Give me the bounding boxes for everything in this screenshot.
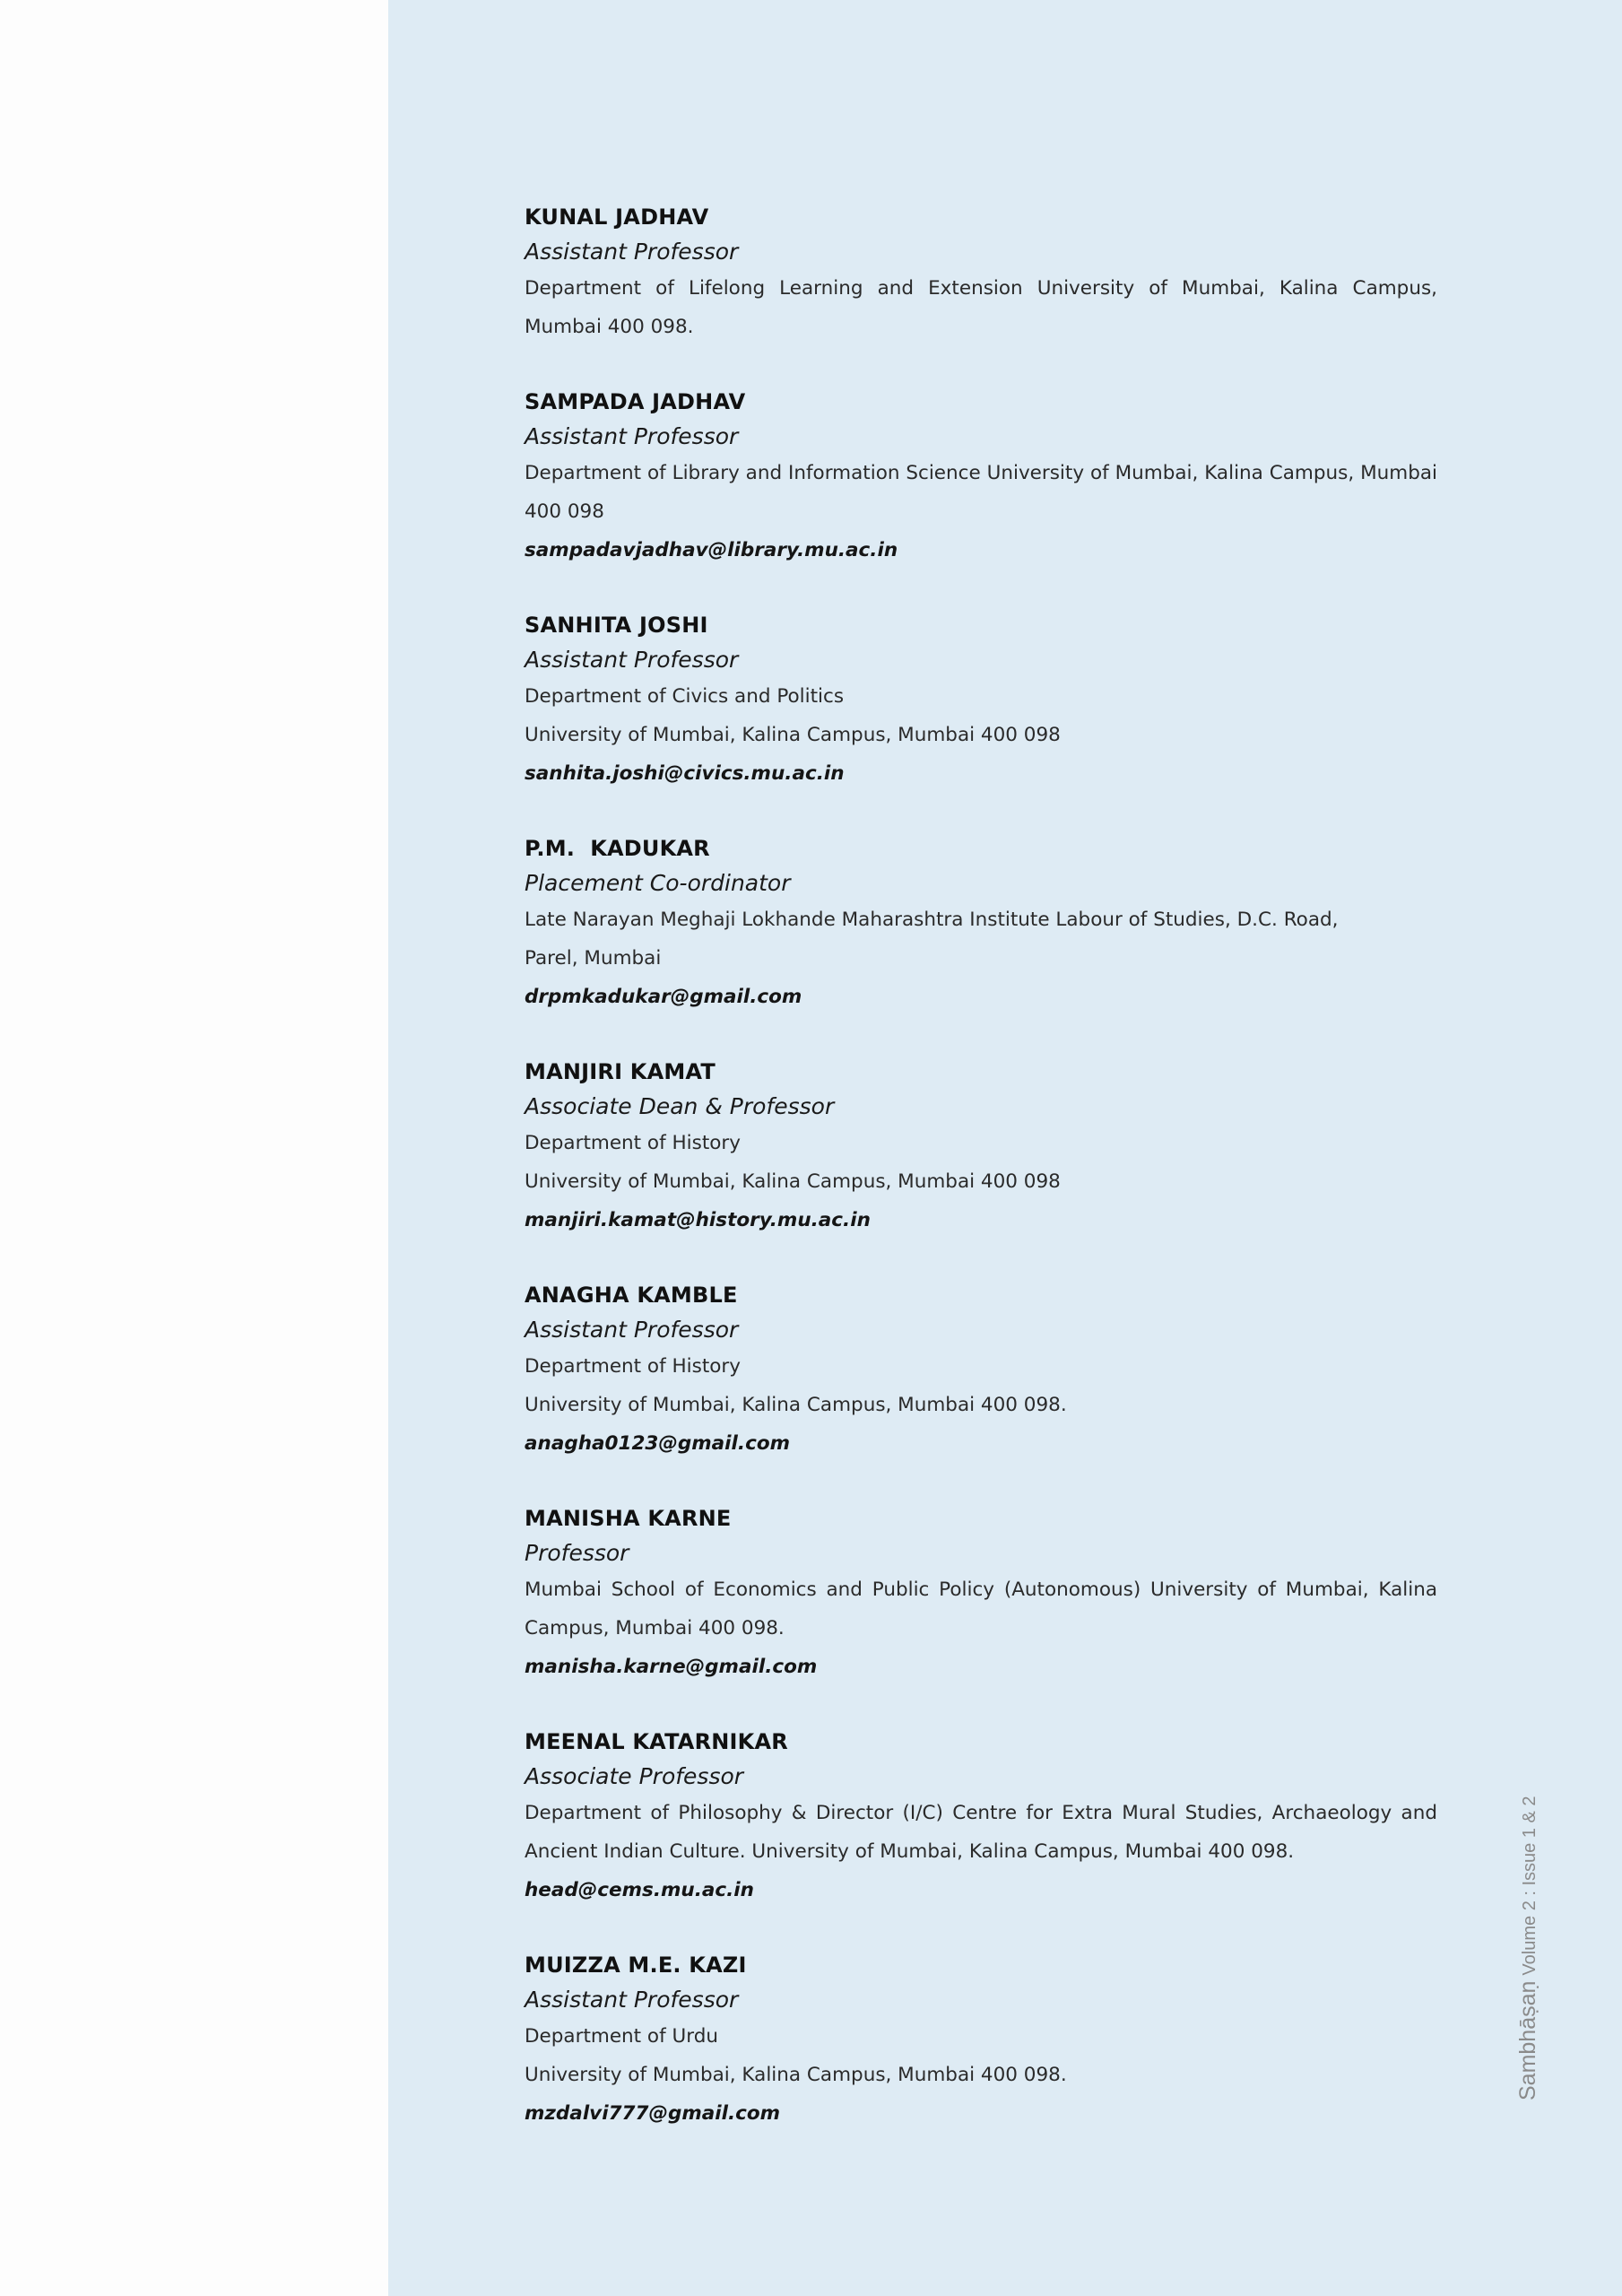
- contributor-department: Department of Civics and Politics: [525, 685, 845, 708]
- contributor-email: manisha.karne@gmail.com: [525, 1656, 818, 1678]
- contributor-address: Parel, Mumbai: [525, 947, 662, 970]
- contributor-email: anagha0123@gmail.com: [525, 1432, 790, 1455]
- contributor-name: MUIZZA M.E. KAZI: [525, 1952, 747, 1978]
- contributor-role: Assistant Professor: [525, 239, 739, 265]
- contributor-email: drpmkadukar@gmail.com: [525, 986, 802, 1008]
- contributor-entry: [525, 607, 1437, 793]
- contributor-address: Mumbai School of Economics and Public Policy (Autonomous) University of Mumbai, Kalina Campus, Mumbai 400 098.: [525, 1578, 1437, 1639]
- contributor-email: manjiri.kamat@history.mu.ac.in: [525, 1209, 871, 1231]
- contributor-email: sampadavjadhav@library.mu.ac.in: [525, 539, 898, 561]
- contributor-entry: [525, 199, 1437, 346]
- contributor-role: Assistant Professor: [525, 647, 739, 673]
- contributor-role: Assistant Professor: [525, 1317, 739, 1343]
- contributor-entry: [525, 831, 1437, 1016]
- contributor-name: ANAGHA KAMBLE: [525, 1283, 738, 1308]
- contributor-name: MEENAL KATARNIKAR: [525, 1729, 788, 1754]
- contributor-name: MANISHA KARNE: [525, 1506, 732, 1531]
- contributor-role: Assistant Professor: [525, 423, 739, 449]
- contributor-address: Department of Philosophy & Director (I/C) Centre for Extra Mural Studies, Archaeology and Ancient Indian Culture. University of Mumbai, Kalina Campus, Mumbai 400 098.: [525, 1802, 1437, 1863]
- contributor-name: SAMPADA JADHAV: [525, 389, 746, 414]
- contributor-role: Assistant Professor: [525, 1987, 739, 2013]
- contributors-list: [525, 199, 1437, 2170]
- contributor-address: University of Mumbai, Kalina Campus, Mumbai 400 098.: [525, 2064, 1067, 2086]
- contributor-entry: [525, 1277, 1437, 1463]
- contributor-department: Department of History: [525, 1355, 741, 1378]
- contributor-address: Department of Library and Information Science University of Mumbai, Kalina Campus, Mumbai 400 098: [525, 462, 1437, 523]
- contributor-email: sanhita.joshi@civics.mu.ac.in: [525, 762, 845, 785]
- contributor-department: Department of Urdu: [525, 2025, 718, 2048]
- contributor-entry: [525, 384, 1437, 570]
- contributor-email: head@cems.mu.ac.in: [525, 1879, 754, 1901]
- contributor-role: Associate Dean & Professor: [525, 1093, 835, 1119]
- contributor-name: MANJIRI KAMAT: [525, 1059, 716, 1084]
- contributor-name: P.M. KADUKAR: [525, 836, 710, 861]
- contributor-name: SANHITA JOSHI: [525, 613, 708, 638]
- contributor-entry: [525, 1054, 1437, 1239]
- contributor-entry: [525, 1500, 1437, 1686]
- contributor-role: Associate Professor: [525, 1763, 744, 1789]
- contributor-address: Department of Lifelong Learning and Extension University of Mumbai, Kalina Campus, Mumbai 400 098.: [525, 277, 1437, 338]
- contributor-address: University of Mumbai, Kalina Campus, Mumbai 400 098.: [525, 1394, 1067, 1416]
- contributor-role: Placement Co-ordinator: [525, 870, 791, 896]
- contributor-address: University of Mumbai, Kalina Campus, Mumbai 400 098: [525, 724, 1061, 746]
- contributor-department: Late Narayan Meghaji Lokhande Maharashtra Institute Labour of Studies, D.C. Road,: [525, 909, 1339, 931]
- contributor-entry: [525, 1947, 1437, 2133]
- contributor-address: University of Mumbai, Kalina Campus, Mumbai 400 098: [525, 1170, 1061, 1193]
- journal-side-label: [1515, 1796, 1541, 2100]
- contributor-name: KUNAL JADHAV: [525, 204, 709, 230]
- contributor-email: mzdalvi777@gmail.com: [525, 2102, 781, 2125]
- journal-name: Sambhāṣaṇ: [1515, 1980, 1540, 2100]
- contributor-entry: [525, 1724, 1437, 1909]
- journal-issue: Volume 2 : Issue 1 & 2: [1520, 1796, 1540, 1976]
- contributor-department: Department of History: [525, 1132, 741, 1154]
- contributor-role: Professor: [525, 1540, 629, 1566]
